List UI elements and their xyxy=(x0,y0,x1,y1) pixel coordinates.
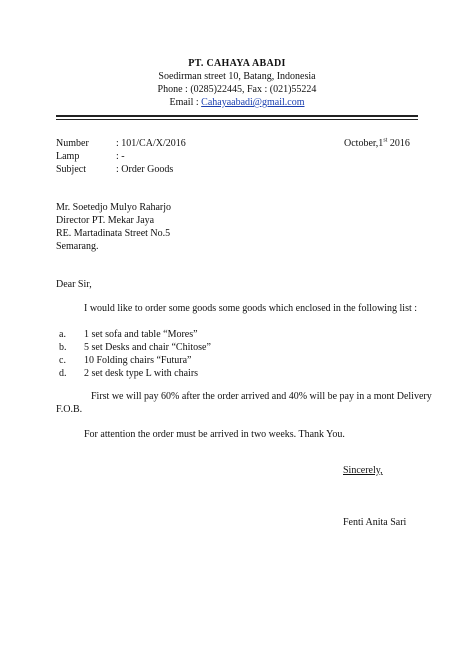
email-link[interactable]: Cahayaabadi@gmail.com xyxy=(201,97,305,108)
lamp-value: : - xyxy=(116,151,125,162)
order-item-a xyxy=(59,329,198,340)
payment-terms-line-2: F.O.B. xyxy=(56,404,83,415)
recipient-name: Mr. Soetedjo Mulyo Raharjo xyxy=(56,202,171,213)
email-label: Email : xyxy=(169,97,202,108)
recipient-title: Director PT. Mekar Jaya xyxy=(56,215,155,226)
number-value: : 101/CA/X/2016 xyxy=(116,138,186,149)
closing-note: For attention the order must be arrived in two weeks. Thank You. xyxy=(84,429,345,440)
date-year: 2016 xyxy=(387,138,410,149)
item-marker: d. xyxy=(59,368,67,379)
number-label: Number xyxy=(56,138,89,149)
signer-name: Fenti Anita Sari xyxy=(343,517,407,528)
recipient-street: RE. Martadinata Street No.5 xyxy=(56,228,171,239)
item-marker: b. xyxy=(59,342,67,353)
order-item-d xyxy=(59,368,198,379)
lamp-label: Lamp xyxy=(56,151,80,162)
order-item-b xyxy=(59,342,211,353)
recipient-city: Semarang. xyxy=(56,241,99,252)
header-rule-thin xyxy=(56,119,418,120)
subject-label: Subject xyxy=(56,164,86,175)
company-email-line xyxy=(0,97,474,108)
item-marker: c. xyxy=(59,355,66,366)
company-phone: Phone : (0285)22445, Fax : (021)55224 xyxy=(157,84,317,95)
letter-date xyxy=(344,138,410,149)
sign-off: Sincerely, xyxy=(343,465,383,476)
item-marker: a. xyxy=(59,329,66,340)
company-address: Soedirman street 10, Batang, Indonesia xyxy=(158,71,316,82)
order-item-c xyxy=(59,355,191,366)
item-text: 2 set desk type L with chairs xyxy=(84,368,199,379)
subject-value: : Order Goods xyxy=(116,164,174,175)
payment-terms-line-1: First we will pay 60% after the order arrived and 40% will be pay in a mont Delivery xyxy=(91,391,432,402)
intro-paragraph: I would like to order some goods some goods which enclosed in the following list : xyxy=(84,303,418,314)
item-text: 10 Folding chairs “Futura” xyxy=(84,355,192,366)
date-suffix: st xyxy=(383,137,388,144)
item-text: 1 set sofa and table “Mores” xyxy=(84,329,198,340)
company-name: PT. CAHAYA ABADI xyxy=(188,58,286,69)
date-prefix: October,1 xyxy=(344,138,384,149)
item-text: 5 set Desks and chair “Chitose” xyxy=(84,342,211,353)
header-rule-thick xyxy=(56,115,418,117)
salutation: Dear Sir, xyxy=(56,279,92,290)
